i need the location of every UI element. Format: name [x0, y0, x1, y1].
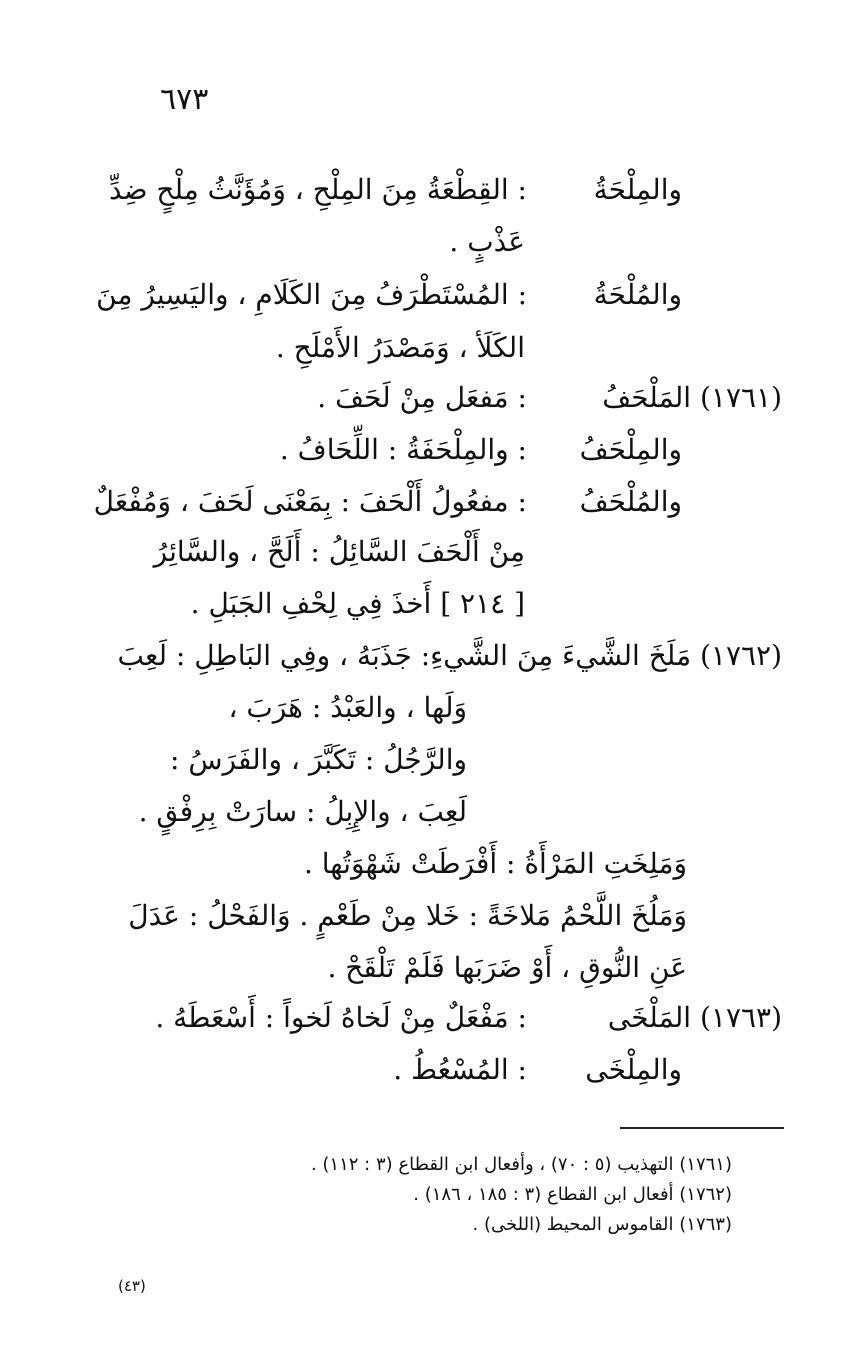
entry-headword: والمُلْحَفُ	[579, 485, 682, 518]
footnote-separator	[620, 1127, 784, 1129]
entry-text: : مفعُولُ أَلْحَفَ : بِمَعْنَى لَحَفَ ، وَمُفْعَلٌ	[93, 485, 527, 518]
entry-headword: والمِلْحَفُ	[579, 433, 682, 466]
footnote: (١٧٦٣) القاموس المحيط (اللخى) .	[472, 1214, 732, 1235]
entry-text: والرَّجُلُ : تَكَبَّرَ ، والفَرَسُ :	[170, 743, 467, 776]
signature-mark: (٤٣)	[118, 1277, 146, 1295]
entry-headword: (١٧٦٣) المَلْخَى	[607, 1001, 782, 1034]
entry-text: (١٧٦٢) مَلَخَ الشَّيءَ مِنَ الشَّيءِ: جَذَبَهُ ، وفِي البَاطِلِ : لَعِبَ	[117, 639, 782, 672]
entry-headword: (١٧٦١) المَلْحَفُ	[602, 381, 782, 414]
entry-text: وَلَها ، والعَبْدُ : هَرَبَ ،	[228, 691, 467, 724]
entry-text: : القِطْعَةُ مِنَ المِلْحِ ، وَمُؤَنَّثُ مِلْحٍ ضِدِّ	[109, 173, 527, 206]
page-number: ٦٧٣	[160, 82, 209, 117]
entry-text: : المُسْتَطْرَفُ مِنَ الكَلَامِ ، واليَسِيرُ مِنَ	[96, 278, 527, 311]
entry-text: عَنِ النُّوقِ ، أَوْ ضَرَبَها فَلَمْ تَلْقَحْ .	[327, 951, 687, 984]
entry-text: الكَلَأ ، وَمَصْدَرُ الأَمْلَحِ .	[275, 331, 525, 364]
entry-text: وَمَلُخَ اللَّحْمُ مَلاخَةً : خَلا مِنْ طَعْمٍ . وَالفَحْلُ : عَدَلَ	[128, 899, 687, 932]
entry-text: وَمَلِخَتِ المَرْأَةُ : أَفْرَطَتْ شَهْوَتُها .	[303, 847, 687, 880]
entry-text: [ ٢١٤ ] أَخذَ فِي لِحْفِ الجَبَلِ .	[190, 587, 525, 620]
entry-headword: والمِلْخَى	[585, 1053, 682, 1086]
entry-text: مِنْ أَلْحَفَ السَّائِلُ : أَلَحَّ ، والسَّائِرُ	[153, 535, 525, 568]
entry-text: : المُسْعُطُ .	[393, 1053, 527, 1086]
entry-text: : مَفْعَلٌ مِنْ لَخاهُ لَخواً : أَسْعَطَهُ .	[155, 1001, 527, 1034]
entry-text: لَعِبَ ، والإِبِلُ : سارَتْ بِرِفْقٍ .	[138, 795, 467, 828]
entry-text: : مَفعَل مِنْ لَحَفَ .	[317, 381, 527, 414]
entry-headword: والمُلْحَةُ	[593, 278, 682, 311]
footnote: (١٧٦١) التهذيب (٥ : ٧٠) ، وأفعال ابن القطاع (٣ : ١١٢) .	[310, 1154, 732, 1175]
footnote: (١٧٦٢) أفعال ابن القطاع (٣ : ١٨٥ ، ١٨٦) .	[413, 1184, 732, 1205]
entry-text: عَذْبٍ .	[449, 225, 525, 258]
entry-text: : والمِلْحَفَةُ : اللِّحَافُ .	[279, 433, 527, 466]
entry-headword: والمِلْحَةُ	[593, 173, 682, 206]
